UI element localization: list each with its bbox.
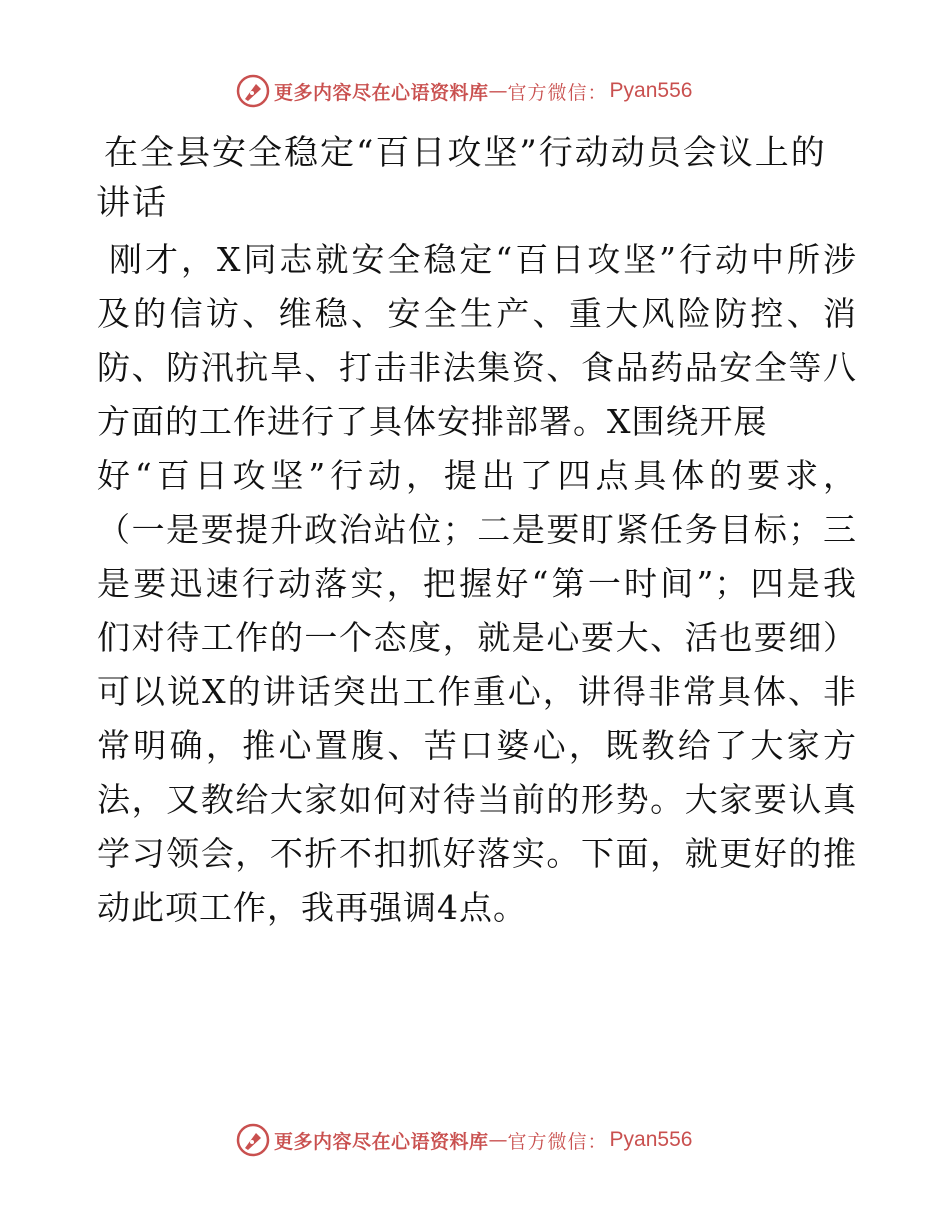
body-line: 法，又教给大家如何对待当前的形势。大家要认真 — [97, 780, 857, 819]
title-line-2: 讲话 — [96, 183, 168, 223]
body-line: 及的信访、维稳、安全生产、重大风险防控、消 — [97, 294, 857, 333]
body-line: 好“百日攻坚”行动，提出了四点具体的要求， — [97, 456, 857, 495]
body-line: 可以说X的讲话突出工作重心，讲得非常具体、非 — [97, 672, 857, 711]
header-watermark — [236, 74, 692, 108]
watermark-dash: — — [488, 80, 508, 102]
footer-watermark — [236, 1123, 692, 1157]
watermark-label: 官方微信： — [507, 1130, 608, 1153]
document-title — [96, 128, 844, 228]
body-paragraph — [97, 233, 857, 935]
body-line: 动此项工作，我再强调4点。 — [97, 888, 527, 927]
body-line: 刚才，X同志就安全稳定“百日攻坚”行动中所涉 — [109, 240, 857, 279]
watermark-id: Pyan556 — [609, 1128, 693, 1151]
body-line: 方面的工作进行了具体安排部署。X围绕开展 — [97, 402, 768, 441]
watermark-label: 官方微信： — [507, 81, 608, 104]
watermark-text: 更多内容尽在心语资料库 — [274, 1130, 489, 1153]
body-line: 们对待工作的一个态度，就是心要大、活也要细） — [97, 618, 857, 657]
watermark-dash: — — [488, 1129, 508, 1151]
pen-nib-seal-icon — [236, 74, 270, 108]
watermark-text: 更多内容尽在心语资料库 — [274, 81, 489, 104]
body-line: （一是要提升政治站位；二是要盯紧任务目标；三 — [97, 510, 857, 549]
body-line: 学习领会，不折不扣抓好落实。下面，就更好的推 — [97, 834, 857, 873]
pen-nib-seal-icon — [236, 1123, 270, 1157]
title-line-1: 在全县安全稳定“百日攻坚”行动动员会议上的 — [104, 133, 827, 173]
body-line: 常明确，推心置腹、苦口婆心，既教给了大家方 — [97, 726, 857, 765]
body-line: 是要迅速行动落实，把握好“第一时间”；四是我 — [97, 564, 857, 603]
watermark-id: Pyan556 — [609, 79, 693, 102]
body-line: 防、防汛抗旱、打击非法集资、食品药品安全等八 — [97, 348, 857, 387]
